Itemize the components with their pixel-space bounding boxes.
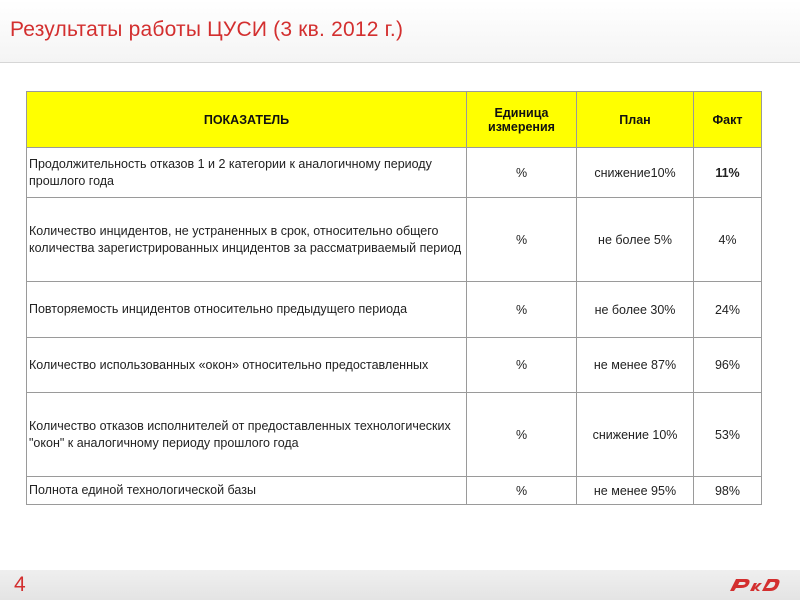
unit-cell: % bbox=[467, 477, 577, 505]
footer-band bbox=[0, 570, 800, 600]
table-row bbox=[27, 282, 762, 338]
fact-cell: 53% bbox=[694, 393, 762, 477]
indicator-cell: Повторяемость инцидентов относительно предыдущего периода bbox=[27, 282, 467, 338]
plan-cell: снижение10% bbox=[577, 148, 694, 198]
page-title: Результаты работы ЦУСИ (3 кв. 2012 г.) bbox=[10, 18, 404, 41]
unit-cell: % bbox=[467, 148, 577, 198]
fact-cell: 4% bbox=[694, 198, 762, 282]
indicator-cell: Количество использованных «окон» относительно предоставленных bbox=[27, 338, 467, 393]
indicator-cell: Продолжительность отказов 1 и 2 категории к аналогичному периоду прошлого года bbox=[27, 148, 467, 198]
table-row bbox=[27, 198, 762, 282]
page-number: 4 bbox=[14, 573, 26, 596]
fact-cell: 98% bbox=[694, 477, 762, 505]
table-row bbox=[27, 393, 762, 477]
unit-cell: % bbox=[467, 282, 577, 338]
plan-cell: не менее 87% bbox=[577, 338, 694, 393]
rzd-logo-icon bbox=[724, 575, 784, 595]
indicator-cell: Количество отказов исполнителей от предоставленных технологических "окон" к аналогичному периоду прошлого года bbox=[27, 393, 467, 477]
table-row bbox=[27, 148, 762, 198]
column-header-fact: Факт bbox=[694, 92, 762, 148]
unit-cell: % bbox=[467, 338, 577, 393]
table-row bbox=[27, 338, 762, 393]
plan-cell: не более 30% bbox=[577, 282, 694, 338]
column-header-unit: Единица измерения bbox=[467, 92, 577, 148]
results-table-container bbox=[26, 91, 761, 505]
column-header-plan: План bbox=[577, 92, 694, 148]
plan-cell: снижение 10% bbox=[577, 393, 694, 477]
plan-cell: не менее 95% bbox=[577, 477, 694, 505]
results-table bbox=[26, 91, 762, 505]
fact-cell: 96% bbox=[694, 338, 762, 393]
indicator-cell: Полнота единой технологической базы bbox=[27, 477, 467, 505]
table-row bbox=[27, 477, 762, 505]
plan-cell: не более 5% bbox=[577, 198, 694, 282]
unit-cell: % bbox=[467, 198, 577, 282]
fact-cell: 11% bbox=[694, 148, 762, 198]
column-header-indicator: ПОКАЗАТЕЛЬ bbox=[27, 92, 467, 148]
indicator-cell: Количество инцидентов, не устраненных в срок, относительно общего количества зарегистрированных инцидентов за рассматриваемый период bbox=[27, 198, 467, 282]
table-header-row bbox=[27, 92, 762, 148]
unit-cell: % bbox=[467, 393, 577, 477]
fact-cell: 24% bbox=[694, 282, 762, 338]
